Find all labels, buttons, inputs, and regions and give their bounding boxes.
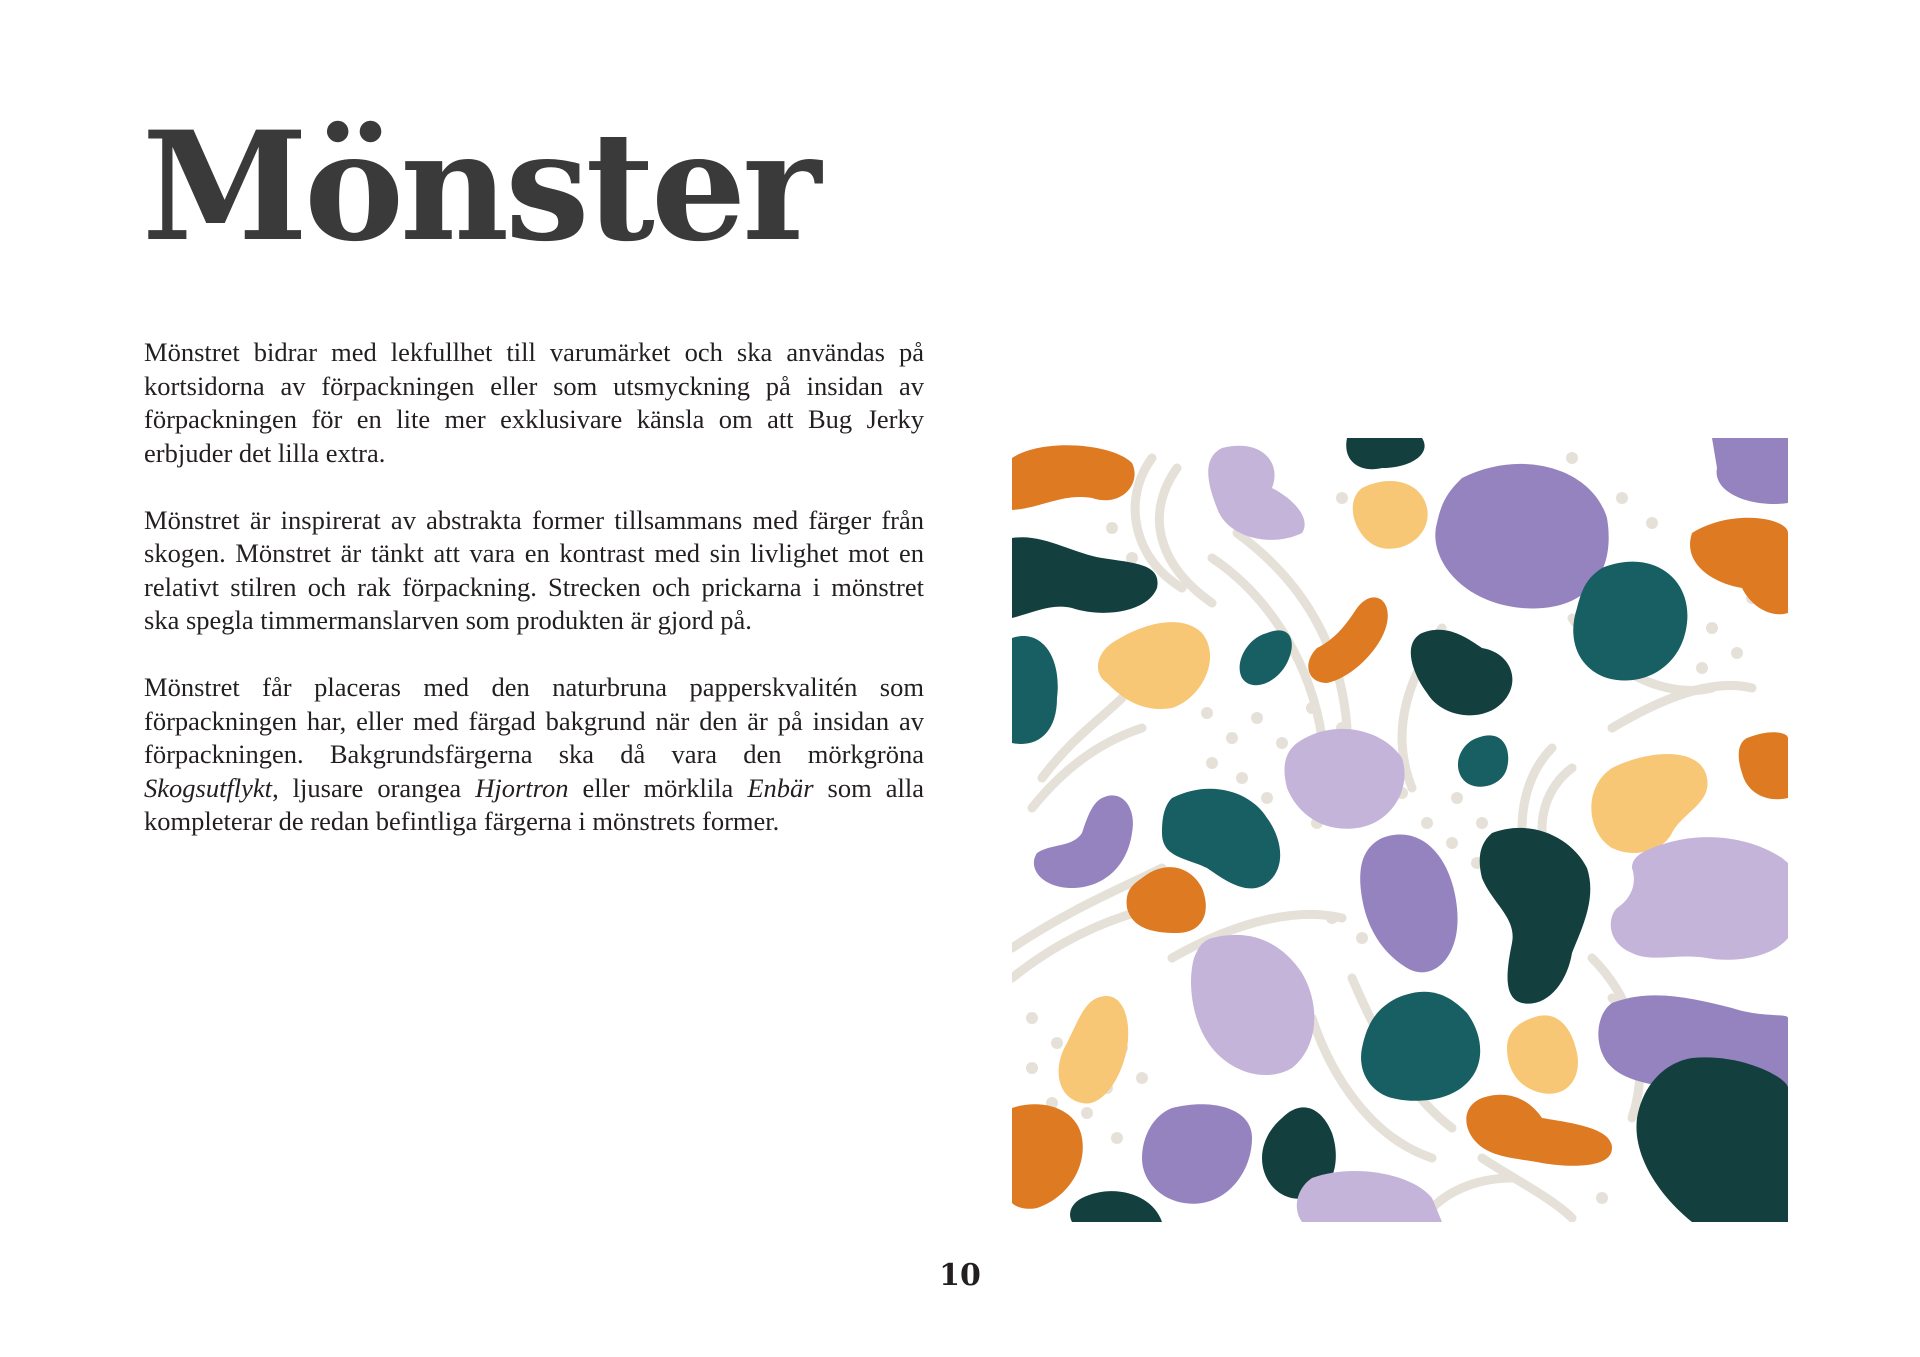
paragraph-3-text-1: Mönstret får placeras med den naturbruna papperskvalitén som förpackningen har, eller med färgad bakgrund när den är på insidan av förpackningen. Bakgrundsfärgerna ska då vara den mörkgröna bbox=[144, 672, 924, 769]
color-name-skogsutflykt: Skogsutflykt bbox=[144, 772, 273, 803]
paragraph-3 bbox=[144, 671, 924, 839]
paragraph-2: Mönstret är inspirerat av abstrakta former tillsammans med färger från skogen. Mönstret är tänkt att vara en kontrast med sin livlighet mot en relativt stilren och rak förpackning. Strecken och prickarna i mönstret ska spegla timmermanslarven som produkten är gjord på. bbox=[144, 504, 924, 635]
page-number: 10 bbox=[939, 1258, 981, 1293]
paragraph-3-text-3: eller mörklila bbox=[568, 772, 748, 803]
paragraph-3-text-2: , ljusare orangea bbox=[272, 772, 476, 803]
paragraph-3-text-4: som alla kompleterar de redan befintliga färgerna i mönstrets former. bbox=[144, 772, 924, 836]
color-name-hjortron: Hjortron bbox=[475, 772, 569, 803]
paragraph-1: Mönstret bidrar med lekfullhet till varumärket och ska användas på kortsidorna av förpackningen eller som utsmyckning på insidan av förpackningen för en lite mer exklusivare känsla om att Bug Jerky erbjuder det lilla extra. bbox=[144, 337, 924, 468]
color-name-enbar: Enbär bbox=[747, 772, 814, 803]
body-text bbox=[144, 336, 924, 872]
pattern-illustration bbox=[1012, 438, 1788, 1222]
page-title: Mönster bbox=[142, 99, 818, 275]
